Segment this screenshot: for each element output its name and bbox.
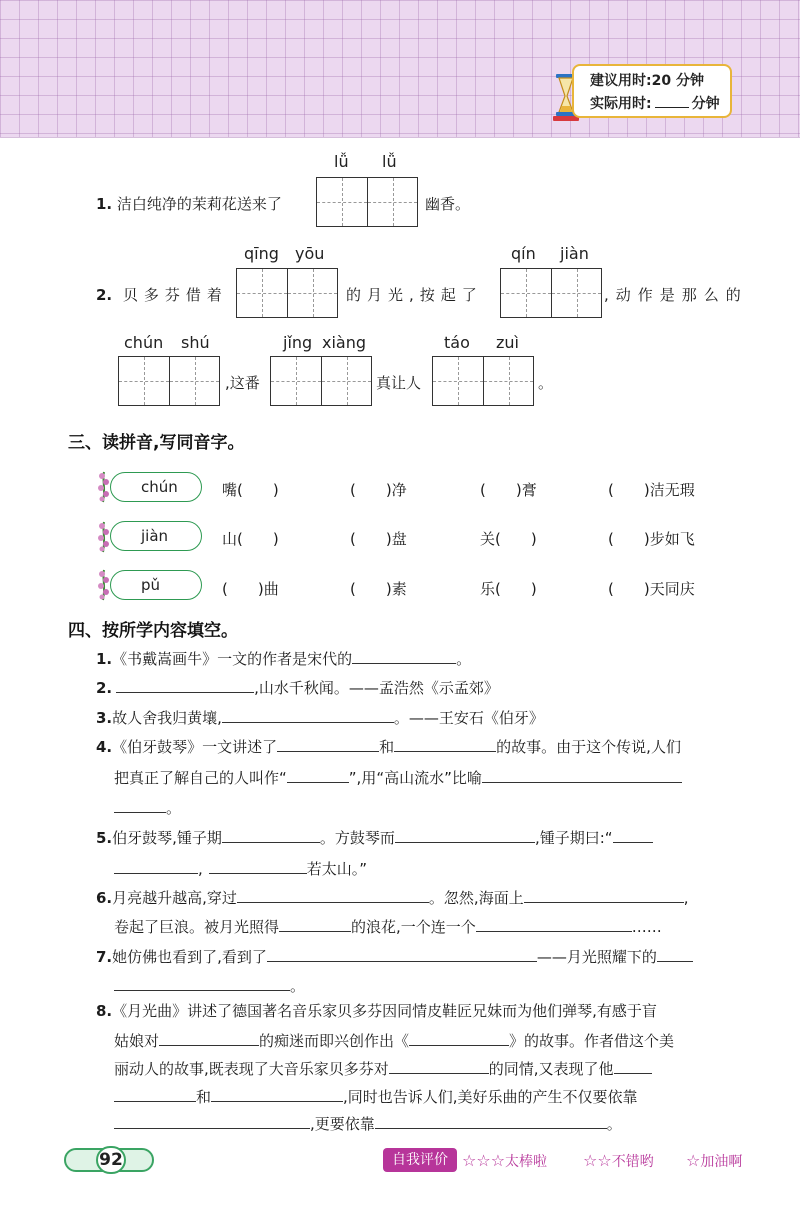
answer-blank[interactable] xyxy=(114,1113,310,1129)
question-text: 丽动人的故事,既表现了大音乐家贝多芬对 xyxy=(114,1060,389,1078)
time-box xyxy=(572,64,732,118)
answer-blank[interactable] xyxy=(524,887,684,903)
actual-time xyxy=(590,93,720,113)
answer-blank[interactable] xyxy=(116,677,254,693)
pinyin: jǐng xyxy=(283,333,313,352)
fill-question-8-line5-content xyxy=(114,1113,622,1134)
answer-blank[interactable] xyxy=(614,1058,652,1074)
section-3-title: 三、读拼音,写同音字。 xyxy=(68,433,245,453)
actual-time-label: 实际用时: xyxy=(590,96,652,112)
question-text: 。 xyxy=(538,374,554,392)
question-number: 2. xyxy=(96,286,113,304)
homophone-item[interactable]: ( )曲 xyxy=(222,580,279,598)
question-number: 7. xyxy=(96,948,113,966)
fill-question-8-line4 xyxy=(114,1086,638,1107)
star-icon: ☆☆☆ xyxy=(462,1151,506,1170)
question-text: 。 xyxy=(606,1115,622,1133)
writing-grid[interactable] xyxy=(432,356,534,406)
answer-blank[interactable] xyxy=(277,736,379,752)
question-number: 4. xyxy=(96,738,113,756)
question-text: 贝多芬借着 xyxy=(122,286,228,304)
question-text: 《书戴嵩画牛》一文的作者是宋代的 xyxy=(112,650,353,668)
fill-question-2 xyxy=(96,677,499,698)
suggested-time: 建议用时:20 分钟 xyxy=(590,73,704,89)
question-text: 。——王安石《伯牙》 xyxy=(393,709,544,727)
pinyin: qín xyxy=(511,244,536,263)
fill-question-5 xyxy=(96,827,653,848)
question-text: 的浪花,一个连一个 xyxy=(351,918,476,936)
writing-grid[interactable] xyxy=(236,268,338,318)
pinyin: xiàng xyxy=(322,333,367,352)
fill-question-4 xyxy=(96,736,681,757)
question-text: ”,用“高山流水”比喻 xyxy=(348,769,482,787)
homophone-item[interactable]: 关( ) xyxy=(480,530,537,548)
question-text: ,锺子期曰:“ xyxy=(534,829,613,847)
homophone-item[interactable]: ( )净 xyxy=(350,481,407,499)
question-text: 。方鼓琴而 xyxy=(319,829,395,847)
homophone-item[interactable]: ( )天同庆 xyxy=(608,580,695,598)
question-text: 。 xyxy=(456,650,472,668)
answer-blank[interactable] xyxy=(287,767,349,783)
fill-question-8 xyxy=(96,1000,657,1021)
answer-blank[interactable] xyxy=(375,1113,607,1129)
question-text: 真让人 xyxy=(376,374,422,392)
fill-question-4-line2 xyxy=(114,767,682,788)
question-text: 把真正了解自己的人叫作“ xyxy=(114,769,287,787)
fill-question-5-line2 xyxy=(114,858,367,879)
pinyin-tag-text: chún xyxy=(141,478,178,496)
homophone-item[interactable]: 乐( ) xyxy=(480,580,537,598)
question-text: ,同时也告诉人们,美好乐曲的产生不仅要依靠 xyxy=(343,1088,638,1106)
answer-blank[interactable] xyxy=(211,1086,343,1102)
answer-blank[interactable] xyxy=(209,858,307,874)
question-number: 1. xyxy=(96,650,113,668)
pinyin: chún xyxy=(124,333,164,352)
question-number: 3. xyxy=(96,709,113,727)
question-text: 若太山。” xyxy=(306,860,368,878)
question-number: 2. xyxy=(96,679,113,697)
writing-grid[interactable] xyxy=(500,268,602,318)
question-text: , xyxy=(683,889,689,907)
homophone-item[interactable]: ( )素 xyxy=(350,580,407,598)
answer-blank[interactable] xyxy=(114,858,198,874)
answer-blank[interactable] xyxy=(237,887,429,903)
question-text: 《月光曲》讲述了德国著名音乐家贝多芬因同情皮鞋匠兄妹而为他们弹琴,有感于盲 xyxy=(112,1002,657,1020)
pinyin: lǚ xyxy=(334,152,349,171)
fill-question-6 xyxy=(96,887,688,908)
question-text: 洁白纯净的茉莉花送来了 xyxy=(116,195,282,213)
answer-blank[interactable] xyxy=(657,946,693,962)
answer-blank[interactable] xyxy=(114,1086,196,1102)
pinyin: zuì xyxy=(496,333,519,352)
pinyin: qīng xyxy=(244,244,279,263)
fill-question-7-line2 xyxy=(114,975,305,996)
answer-blank[interactable] xyxy=(409,1030,509,1046)
question-text: 幽香。 xyxy=(425,195,471,213)
question-number: 5. xyxy=(96,829,113,847)
question-text: 她仿佛也看到了,看到了 xyxy=(112,948,267,966)
fill-question-3 xyxy=(96,707,544,728)
question-text: 和 xyxy=(379,738,395,756)
answer-blank[interactable] xyxy=(352,648,456,664)
question-2 xyxy=(96,284,228,305)
answer-blank[interactable] xyxy=(114,975,290,991)
homophone-item[interactable]: 山( ) xyxy=(222,530,279,548)
question-text: 。 xyxy=(290,977,306,995)
pinyin: jiàn xyxy=(560,244,589,263)
answer-blank[interactable] xyxy=(395,827,535,843)
pinyin: shú xyxy=(181,333,210,352)
page-badge xyxy=(64,1148,154,1172)
question-number: 8. xyxy=(96,1002,113,1020)
rating-label: 太棒啦 xyxy=(505,1154,548,1170)
star-icon: ☆ xyxy=(686,1151,701,1170)
question-text: ,动作是那么的 xyxy=(604,286,748,304)
question-number: 1. xyxy=(96,195,113,213)
writing-grid[interactable] xyxy=(270,356,372,406)
homophone-item[interactable]: 嘴( ) xyxy=(222,481,279,499)
answer-blank[interactable] xyxy=(279,916,351,932)
question-text: , xyxy=(198,860,203,878)
self-eval-label: 自我评价 xyxy=(383,1148,457,1172)
question-text: 的故事。由于这个传说,人们 xyxy=(496,738,681,756)
fill-question-6-line2 xyxy=(114,916,662,937)
question-text: 月亮越升越高,穿过 xyxy=(112,889,237,907)
question-text: 。 xyxy=(166,799,182,817)
pinyin: yōu xyxy=(295,244,325,263)
actual-time-blank[interactable] xyxy=(655,96,689,108)
answer-blank[interactable] xyxy=(114,797,166,813)
question-text: ,这番 xyxy=(225,374,260,392)
homophone-item[interactable]: ( )步如飞 xyxy=(608,530,695,548)
answer-blank[interactable] xyxy=(482,767,682,783)
question-text: 。忽然,海面上 xyxy=(428,889,524,907)
star-icon: ☆☆ xyxy=(583,1151,612,1170)
rating-try-harder[interactable] xyxy=(686,1151,742,1171)
answer-blank[interactable] xyxy=(476,916,632,932)
question-text: 和 xyxy=(196,1088,212,1106)
question-text: 的同情,又表现了他 xyxy=(488,1060,614,1078)
question-text: 《伯牙鼓琴》一文讲述了 xyxy=(112,738,278,756)
answer-blank[interactable] xyxy=(613,827,653,843)
question-text: 伯牙鼓琴,锺子期 xyxy=(112,829,222,847)
rating-excellent[interactable] xyxy=(462,1151,547,1171)
fill-question-4-line3 xyxy=(114,797,181,818)
question-number: 6. xyxy=(96,889,113,907)
question-text: ,山水千秋闻。——孟浩然《示孟郊》 xyxy=(254,679,499,697)
answer-blank[interactable] xyxy=(159,1030,259,1046)
pinyin: lǚ xyxy=(382,152,397,171)
question-text: 》的故事。作者借这个美 xyxy=(509,1032,675,1050)
page-number: 92 xyxy=(96,1146,126,1174)
question-text: ——月光照耀下的 xyxy=(536,948,657,966)
fill-question-8-line2 xyxy=(114,1030,674,1051)
pinyin-tag xyxy=(110,570,202,600)
pinyin-tag xyxy=(110,521,202,551)
question-text: 的月光,按起了 xyxy=(346,286,483,304)
answer-blank[interactable] xyxy=(389,1058,489,1074)
pinyin-tag-text: jiàn xyxy=(141,527,169,545)
answer-blank[interactable] xyxy=(222,707,394,723)
section-4-title: 四、按所学内容填空。 xyxy=(68,621,238,641)
question-text: 故人舍我归黄壤, xyxy=(112,709,222,727)
fill-question-7 xyxy=(96,946,693,967)
rating-label: 加油啊 xyxy=(700,1154,743,1170)
rating-label: 不错哟 xyxy=(611,1154,654,1170)
pinyin-tag-text: pǔ xyxy=(141,576,161,594)
answer-blank[interactable] xyxy=(267,946,537,962)
homophone-item[interactable]: ( )盘 xyxy=(350,530,407,548)
question-text: 卷起了巨浪。被月光照得 xyxy=(114,918,280,936)
fill-question-1 xyxy=(96,648,471,669)
actual-time-unit: 分钟 xyxy=(691,96,720,112)
question-text: 的痴迷而即兴创作出《 xyxy=(259,1032,410,1050)
question-1 xyxy=(96,193,282,214)
writing-grid[interactable] xyxy=(316,177,418,227)
answer-blank[interactable] xyxy=(394,736,496,752)
question-text: …… xyxy=(631,918,662,936)
answer-blank[interactable] xyxy=(222,827,320,843)
pinyin: táo xyxy=(444,333,470,352)
homophone-item[interactable]: ( )洁无瑕 xyxy=(608,481,695,499)
homophone-item[interactable]: ( )膏 xyxy=(480,481,537,499)
writing-grid[interactable] xyxy=(118,356,220,406)
pinyin-tag xyxy=(110,472,202,502)
fill-question-8-line3 xyxy=(114,1058,652,1079)
question-text: ,更要依靠 xyxy=(310,1115,375,1133)
question-text: 姑娘对 xyxy=(114,1032,160,1050)
rating-good[interactable] xyxy=(583,1151,654,1171)
